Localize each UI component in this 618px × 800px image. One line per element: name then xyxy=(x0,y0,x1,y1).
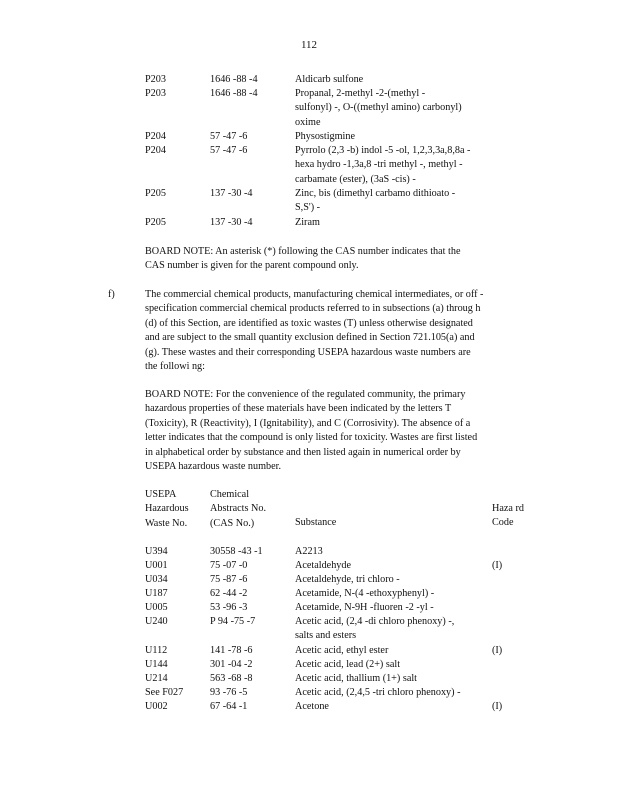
header-line: Chemical xyxy=(210,489,250,500)
substance-name xyxy=(295,187,485,216)
substance-line: Propanal, 2-methyl -2-(methyl - xyxy=(295,88,426,99)
hazard-code: (I) xyxy=(492,645,503,656)
waste-number: U001 xyxy=(145,560,168,571)
cas-number: 53 -96 -3 xyxy=(210,602,248,613)
substance-line: Acetic acid, (2,4 -di chloro phenoxy) -, xyxy=(295,616,455,627)
substance-line: S,S') - xyxy=(295,202,321,214)
waste-number: See F027 xyxy=(145,687,184,698)
substance-line: hexa hydro -1,3a,8 -tri methyl -, methyl - xyxy=(295,159,463,171)
header-substance: Substance xyxy=(295,517,337,528)
waste-number: U112 xyxy=(145,645,168,656)
substance-name xyxy=(295,144,485,187)
substance-line: Pyrrolo (2,3 -b) indol -5 -ol, 1,2,3,3a,8,8a - xyxy=(295,145,471,156)
cas-number: 563 -68 -8 xyxy=(210,673,253,684)
header-line: Haza rd xyxy=(492,503,524,514)
substance-line: carbamate (ester), (3aS -cis) - xyxy=(295,173,416,185)
cas-number: 75 -07 -0 xyxy=(210,560,248,571)
header-line: Waste No. xyxy=(145,517,188,529)
substance-line: sulfonyl) -, O-((methyl amino) carbonyl) xyxy=(295,102,462,114)
waste-number: P203 xyxy=(145,74,166,85)
cas-number: 57 -47 -6 xyxy=(210,145,248,156)
hazard-code: (I) xyxy=(492,560,503,571)
cas-number: 57 -47 -6 xyxy=(210,131,248,142)
paragraph-line: specification commercial chemical products referred to in subsections (a) throug h xyxy=(145,303,481,315)
waste-number: P204 xyxy=(145,145,166,156)
note-line: BOARD NOTE: An asterisk (*) following the CAS number indicates that the xyxy=(145,246,461,257)
subsection-f-paragraph xyxy=(145,288,541,374)
substance-name xyxy=(295,87,485,130)
substance-name: Acetone xyxy=(295,701,329,712)
waste-number: P204 xyxy=(145,131,166,142)
cas-number: P 94 -75 -7 xyxy=(210,616,256,627)
substance-name: Aldicarb sulfone xyxy=(295,74,364,85)
substance-name: Acetic acid, thallium (1+) salt xyxy=(295,673,418,684)
board-note xyxy=(145,388,541,474)
cas-number: 1646 -88 -4 xyxy=(210,74,258,85)
paragraph-line: (g). These wastes and their corresponding USEPA hazardous waste numbers are xyxy=(145,346,471,358)
cas-number: 301 -04 -2 xyxy=(210,659,253,670)
substance-name: Acetaldehyde, tri chloro - xyxy=(295,574,400,585)
substance-line: salts and esters xyxy=(295,630,357,642)
waste-number: U187 xyxy=(145,588,168,599)
waste-number: U144 xyxy=(145,659,168,670)
header-hazard-code xyxy=(492,502,524,531)
header-cas-number xyxy=(210,488,266,531)
paragraph-line: The commercial chemical products, manufacturing chemical intermediates, or off - xyxy=(145,289,484,300)
waste-number: U240 xyxy=(145,616,168,627)
cas-number: 62 -44 -2 xyxy=(210,588,248,599)
waste-number: U005 xyxy=(145,602,168,613)
cas-number: 141 -78 -6 xyxy=(210,645,253,656)
note-line: (Toxicity), R (Reactivity), I (Ignitability), and C (Corrosivity). The absence of a xyxy=(145,417,471,429)
header-line: USEPA xyxy=(145,489,177,500)
substance-line: Zinc, bis (dimethyl carbamo dithioato - xyxy=(295,188,456,199)
subsection-marker: f) xyxy=(108,289,115,300)
substance-name: Ziram xyxy=(295,217,320,228)
waste-number: P205 xyxy=(145,188,166,199)
substance-line: oxime xyxy=(295,116,321,128)
substance-name: Acetamide, N-9H -fluoren -2 -yl - xyxy=(295,602,434,613)
cas-number: 137 -30 -4 xyxy=(210,217,253,228)
substance-name: Acetic acid, (2,4,5 -tri chloro phenoxy) - xyxy=(295,687,461,698)
waste-number: P203 xyxy=(145,88,166,99)
note-line: CAS number is given for the parent compound only. xyxy=(145,260,359,272)
substance-name: Acetic acid, lead (2+) salt xyxy=(295,659,401,670)
substance-name: Acetaldehyde xyxy=(295,560,352,571)
waste-number: U034 xyxy=(145,574,168,585)
paragraph-line: and are subject to the small quantity exclusion defined in Section 721.105(a) and xyxy=(145,332,475,344)
note-line: letter indicates that the compound is only listed for toxicity. Wastes are first listed xyxy=(145,432,478,444)
cas-number: 75 -87 -6 xyxy=(210,574,248,585)
waste-number: U002 xyxy=(145,701,168,712)
paragraph-line: the followi ng: xyxy=(145,361,205,373)
waste-number: U214 xyxy=(145,673,168,684)
header-line: Code xyxy=(492,517,514,529)
board-note xyxy=(145,245,541,274)
substance-name: Acetamide, N-(4 -ethoxyphenyl) - xyxy=(295,588,435,599)
cas-number: 1646 -88 -4 xyxy=(210,88,258,99)
header-waste-number xyxy=(145,488,189,531)
hazard-code: (I) xyxy=(492,701,503,712)
cas-number: 30558 -43 -1 xyxy=(210,546,263,557)
header-line: Hazardous xyxy=(145,503,189,515)
note-line: in alphabetical order by substance and then listed again in numerical order by xyxy=(145,446,461,458)
header-line: (CAS No.) xyxy=(210,517,255,529)
cas-number: 137 -30 -4 xyxy=(210,188,253,199)
note-line: BOARD NOTE: For the convenience of the regulated community, the primary xyxy=(145,389,466,400)
substance-name xyxy=(295,615,485,644)
waste-number: P205 xyxy=(145,217,166,228)
note-line: USEPA hazardous waste number. xyxy=(145,461,282,473)
substance-name: A2213 xyxy=(295,546,323,557)
substance-name: Physostigmine xyxy=(295,131,356,142)
paragraph-line: (d) of this Section, are identified as toxic wastes (T) unless otherwise designated xyxy=(145,317,473,329)
page-number: 112 xyxy=(300,39,318,51)
header-line: Abstracts No. xyxy=(210,503,267,515)
cas-number: 93 -76 -5 xyxy=(210,687,248,698)
waste-number: U394 xyxy=(145,546,168,557)
cas-number: 67 -64 -1 xyxy=(210,701,248,712)
note-line: hazardous properties of these materials have been indicated by the letters T xyxy=(145,403,452,415)
substance-name: Acetic acid, ethyl ester xyxy=(295,645,389,656)
